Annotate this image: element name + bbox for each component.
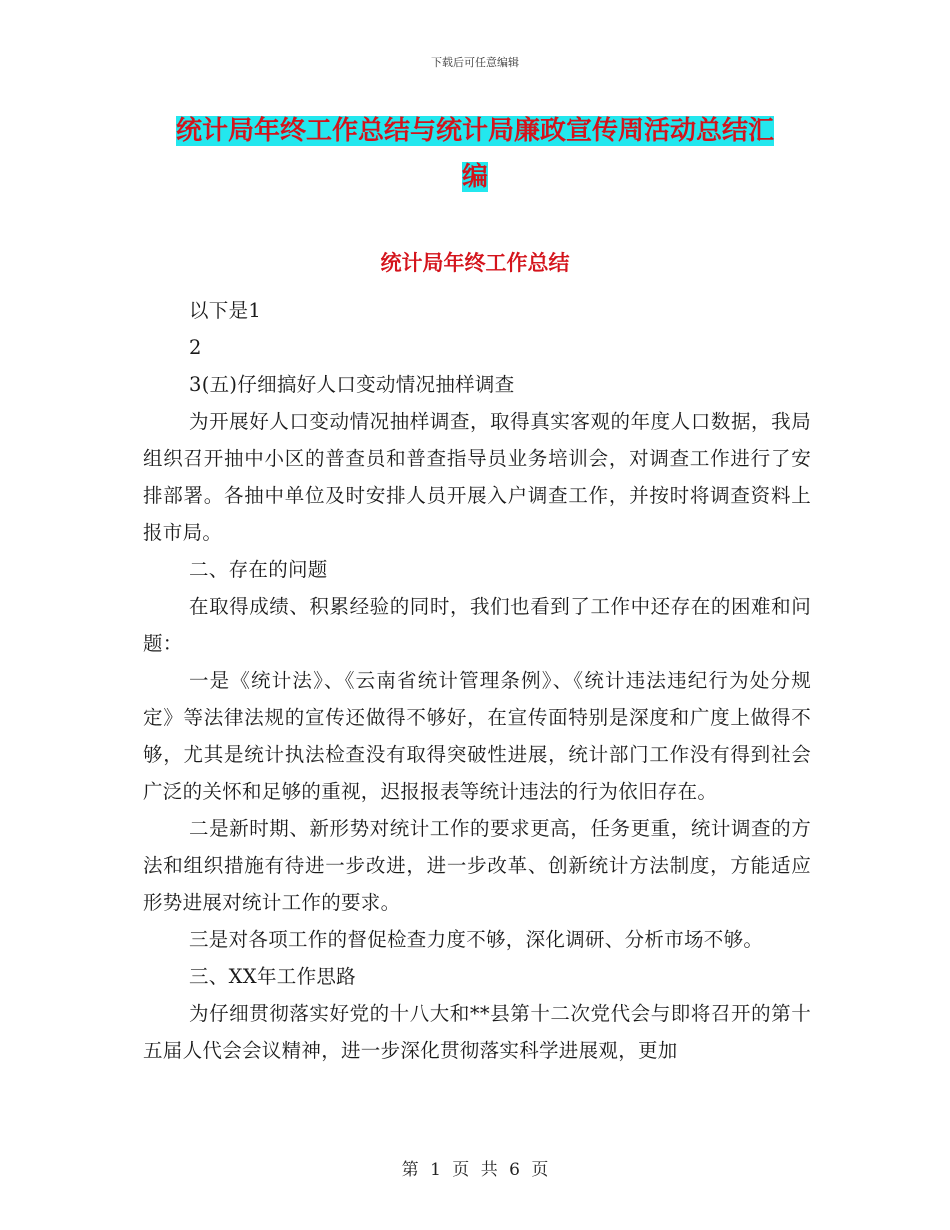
header-note: 下载后可任意编辑 (431, 56, 519, 69)
page-footer: 第 1 页 共 6 页 (401, 1160, 549, 1180)
paragraph: 为开展好人口变动情况抽样调查，取得真实客观的年度人口数据，我局组织召开抽中小区的普查员和普查指导员业务培训会，对调查工作进行了安排部署。各抽中单位及时安排人员开展入户调查工作，并按时将调查资料上报市局。 (143, 410, 811, 544)
paragraph: 二、存在的问题 (189, 558, 328, 581)
paragraph: 三、XX年工作思路 (189, 965, 356, 988)
body-text (143, 292, 811, 1069)
paragraph: 在取得成绩、积累经验的同时，我们也看到了工作中还存在的困难和问题： (143, 595, 811, 655)
title-line-2: 编 (461, 162, 488, 192)
section-title: 统计局年终工作总结 (380, 251, 570, 275)
paragraph: 二是新时期、新形势对统计工作的要求更高，任务更重，统计调查的方法和组织措施有待进一步改进，进一步改革、创新统计方法制度，方能适应形势进展对统计工作的要求。 (143, 817, 811, 914)
paragraph: 三是对各项工作的督促检查力度不够，深化调研、分析市场不够。 (189, 928, 764, 951)
paragraph: 一是《统计法》、《云南省统计管理条例》、《统计违法违纪行为处分规定》等法律法规的宣传还做得不够好，在宣传面特别是深度和广度上做得不够，尤其是统计执法检查没有取得突破性进展，统计部门工作没有得到社会广泛的关怀和足够的重视，迟报报表等统计违法的行为依旧存在。 (143, 669, 811, 803)
paragraph: 2 (189, 336, 202, 359)
title-line-1: 统计局年终工作总结与统计局廉政宣传周活动总结汇 (175, 116, 774, 146)
document-title (140, 108, 810, 200)
paragraph: 3(五)仔细搞好人口变动情况抽样调查 (189, 373, 515, 396)
paragraph: 为仔细贯彻落实好党的十八大和**县第十二次党代会与即将召开的第十五届人代会会议精神，进一步深化贯彻落实科学进展观，更加 (143, 1002, 811, 1062)
paragraph: 以下是1 (189, 299, 262, 322)
